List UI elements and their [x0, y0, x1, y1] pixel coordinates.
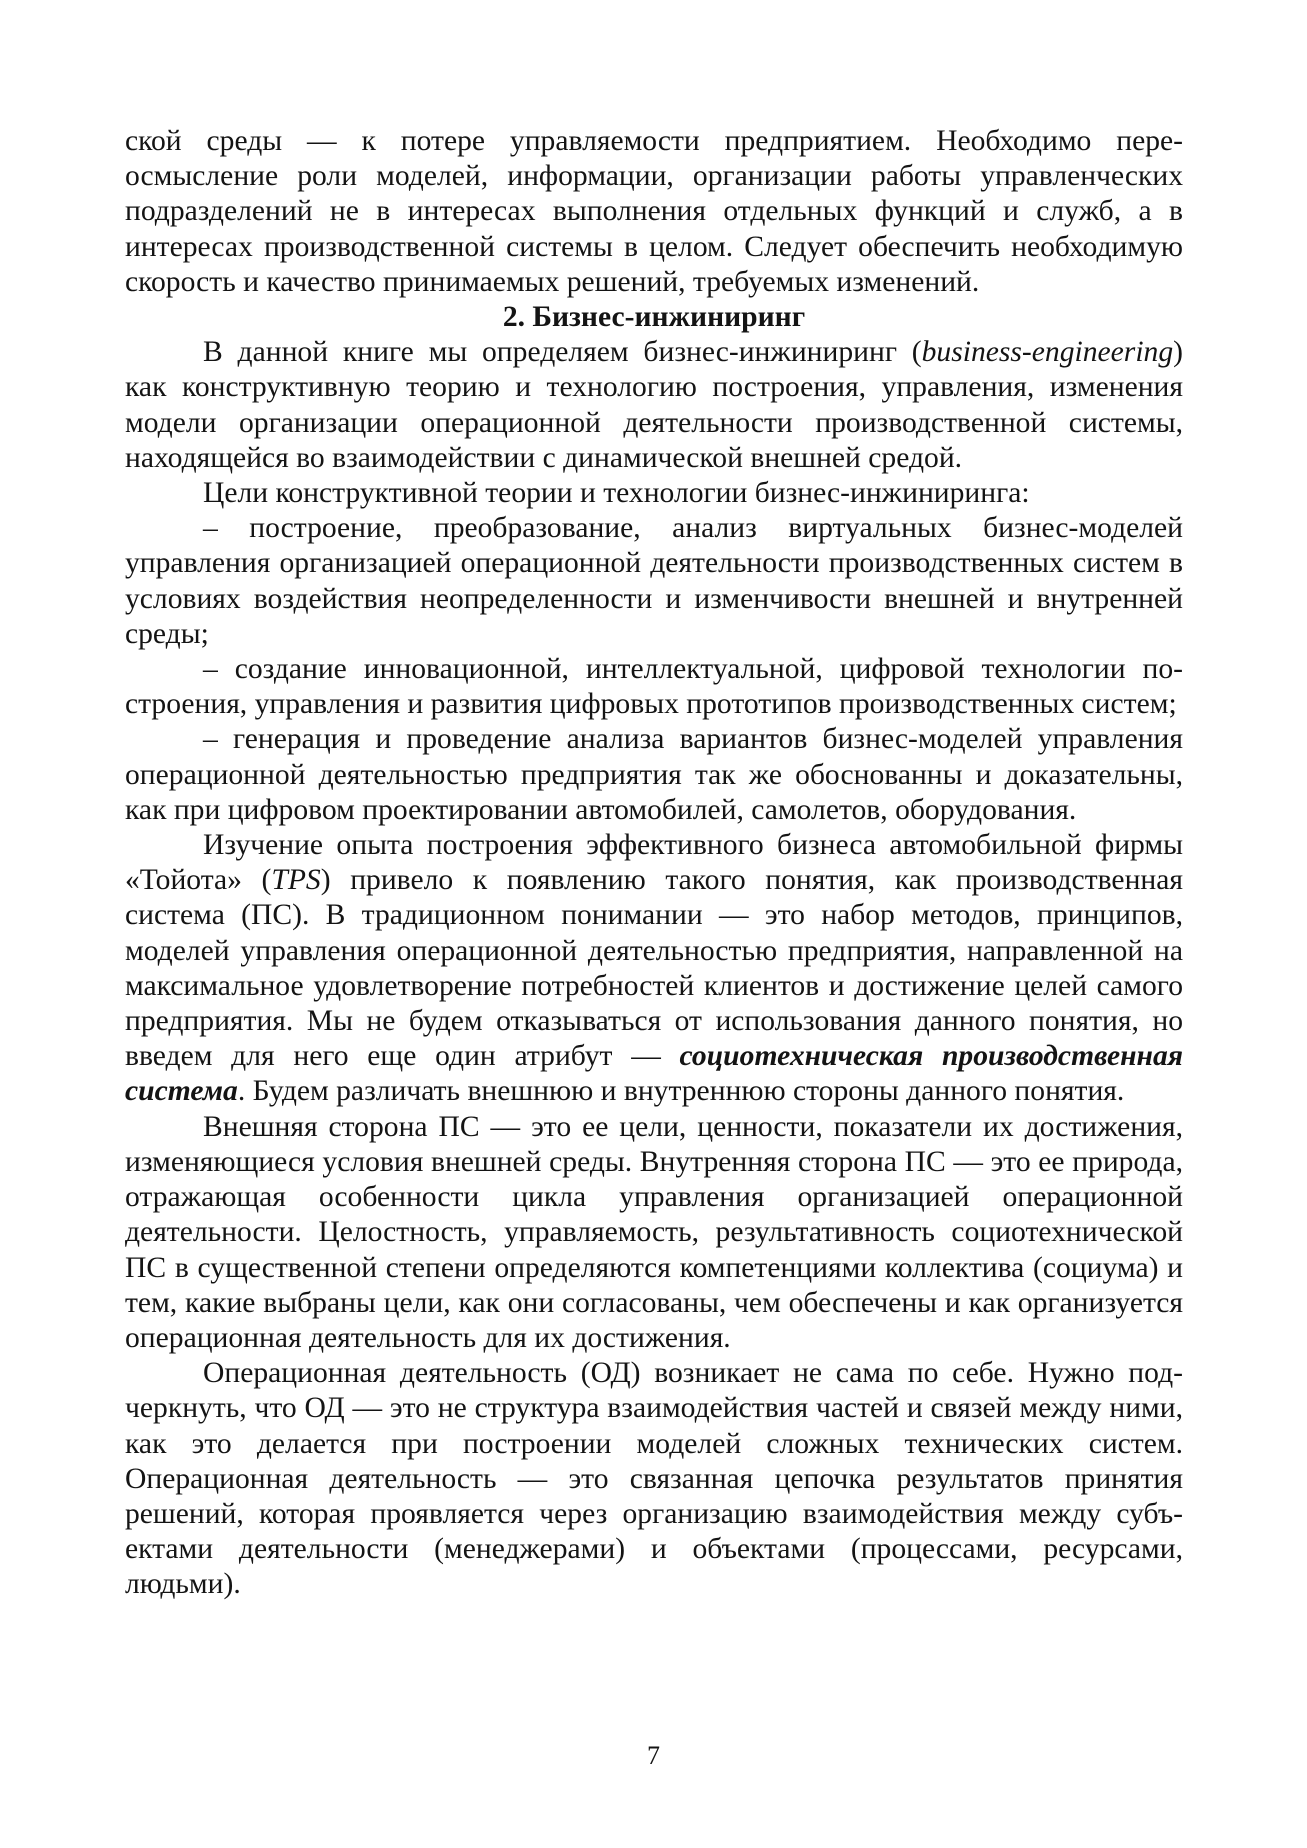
paragraph-definition — [125, 335, 1183, 476]
toyota-text-middle: ) привело к появлению такого понятия, как производственная система (ПС). В традиционном понимании — это набор методов, принципов, моделей управления операционной деятельностью предприятия, направленной на максимальное удовлетворение потребностей клиентов и достижение целей самого предприятия. Мы не будем отказываться от использования данного понятия, но введем для него еще один атрибут — — [125, 864, 1183, 1073]
key-term: социотехническая производственная система — [125, 1040, 1183, 1108]
english-term: business-engineering — [921, 336, 1174, 369]
page-number: 7 — [647, 1741, 660, 1770]
body-text — [125, 124, 1183, 1603]
paragraph-operational-activity: Операционная деятельность (ОД) возникает не сама по себе. Нужно подчеркнуть, что ОД — это не структура взаимодействия частей и связей между ними, как это делается при построении моделей сложных технических систем. Операционная деятельность — это связанная цепочка результатов принятия решений, которая проявляется через организацию взаимодействия между субъектами деятельности (менеджерами) и объектами (процессами, ресурсами, людьми). — [125, 1357, 1183, 1601]
paragraph-external-internal: Внешняя сторона ПС — это ее цели, ценности, показатели их достижения, изменяющиеся условия внешней среды. Внутренняя сторона ПС — это ее природа, отражающая особенности цикла управления организацией операционной деятельности. Целостность, управляемость, результативность социотехнической ПС в существенной степени определяются компетенциями коллектива (социума) и тем, какие выбраны цели, как они согласованы, чем обеспечены и как организуется операционная деятельность для их достижения. — [125, 1110, 1183, 1354]
tps-abbreviation: TPS — [271, 864, 321, 897]
paragraph-goals-intro: Цели конструктивной теории и технологии бизнес-инжиниринга: — [203, 477, 1030, 510]
list-item: – построение, преобразование, анализ виртуальных бизнес-моделей управления организацией операционной деятельности производственных систем в условиях воздействия неопределенности и изменчивости внешней и внутренней среды; — [125, 512, 1183, 650]
list-item: – создание инновационной, интеллектуальной, цифровой технологии построения, управления и развития цифровых прототипов производственных систем; — [125, 653, 1183, 721]
definition-text-start: В данной книге мы определяем бизнес-инжиниринг ( — [203, 336, 922, 369]
toyota-text-end: . Будем различать внешнюю и внутреннюю стороны данного понятия. — [237, 1075, 1125, 1108]
definition-text-end: ) как конструктивную теорию и технологию построения, управления, изменения модели организации операционной деятельности производственной системы, находящейся во взаимодействии с динамической внешней средой. — [125, 336, 1183, 474]
toyota-text-start: Изучение опыта построения эффективного бизнеса автомобильной фирмы «Тойота» ( — [125, 829, 1183, 897]
section-heading: 2. Бизнес-инжиниринг — [502, 301, 806, 334]
list-item: – генерация и проведение анализа вариантов бизнес-моделей управления операционной деятельностью предприятия так же обоснованны и доказательны, как при цифровом проектировании автомобилей, самолетов, оборудования. — [125, 723, 1183, 826]
paragraph-continuation: ской среды — к потере управляемости предприятием. Необходимо переосмысление роли моделей, информации, организации работы управленческих подразделений не в интересах выполнения отдельных функций и служб, а в интересах производственной системы в целом. Следует обеспечить необходимую скорость и качество принимаемых решений, требуемых изменений. — [125, 125, 1183, 298]
paragraph-toyota — [125, 828, 1183, 1110]
